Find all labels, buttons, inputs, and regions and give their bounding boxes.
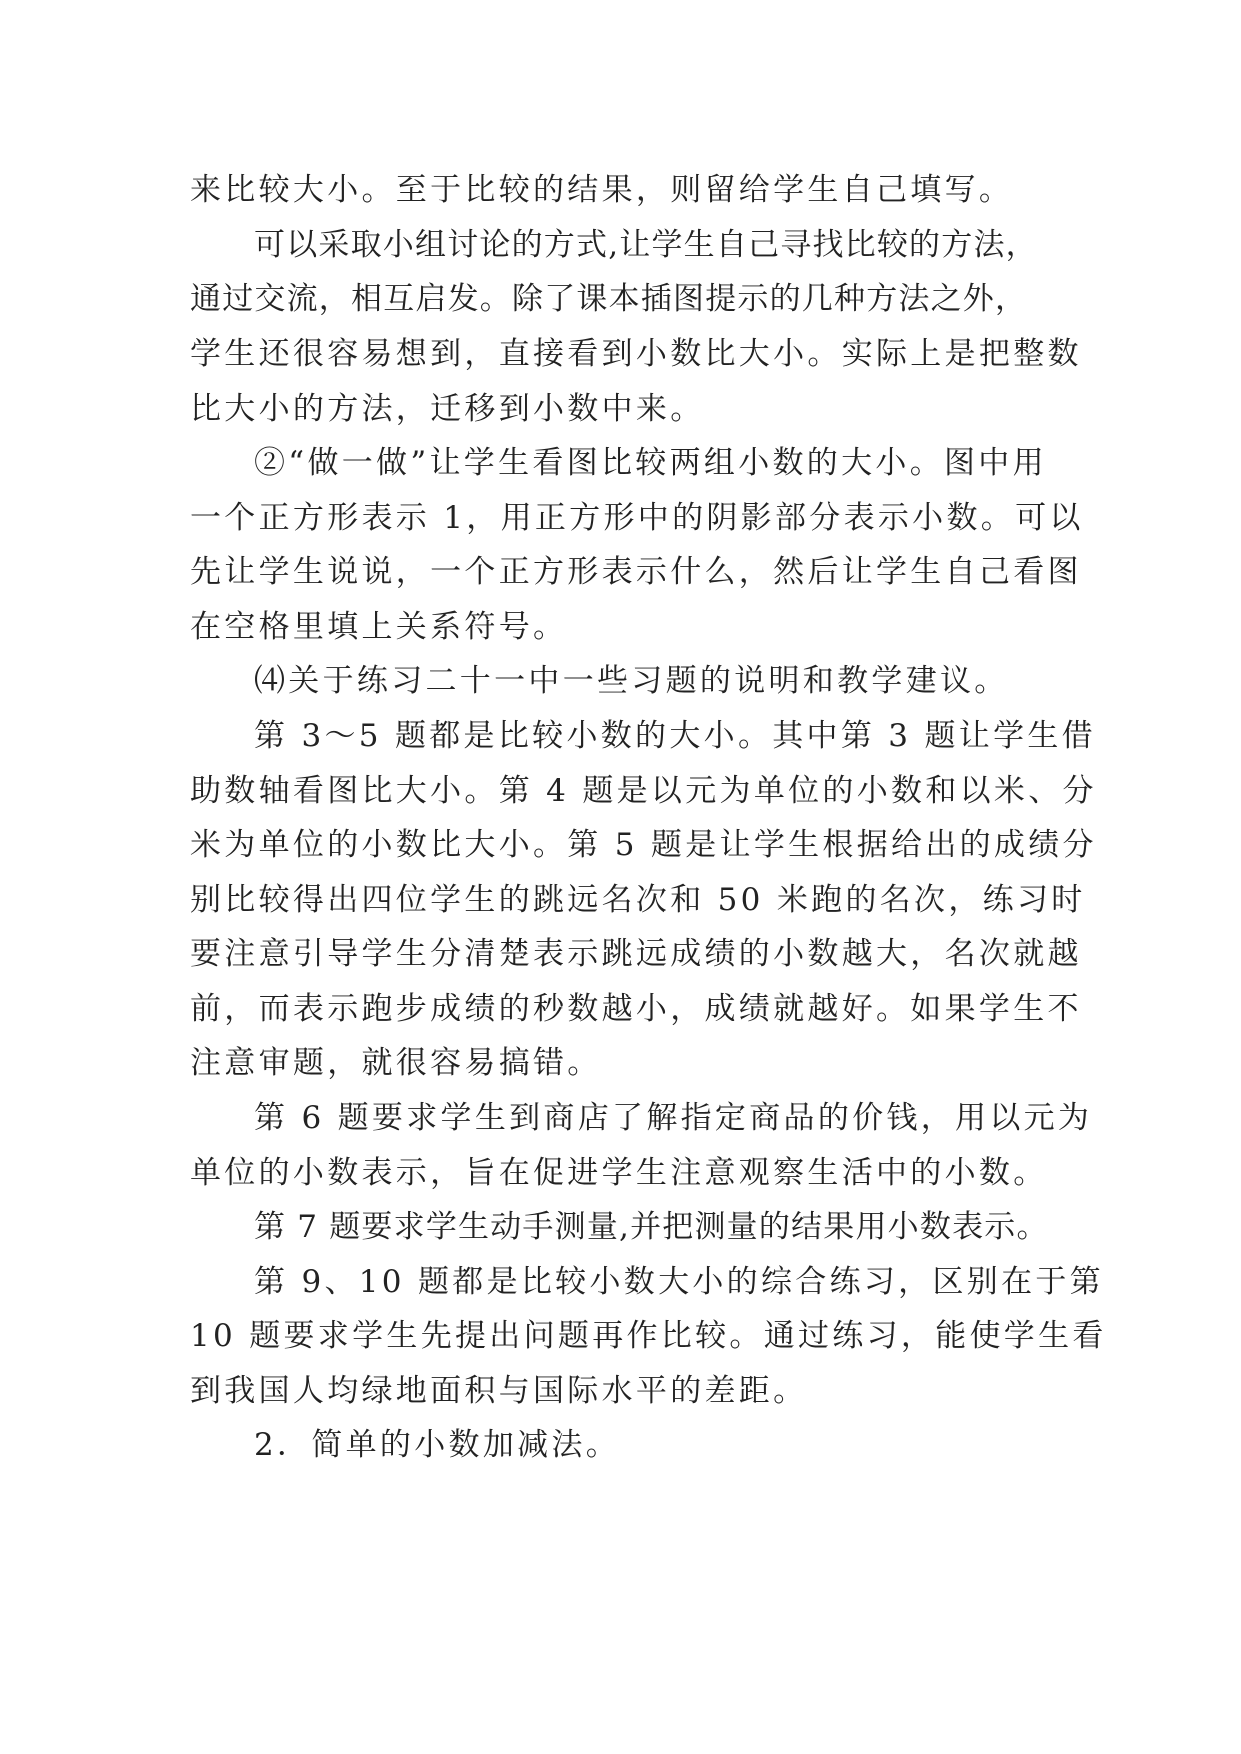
text-line: ⑷关于练习二十一中一些习题的说明和教学建议。 xyxy=(254,663,1009,699)
text-line: 到我国人均绿地面积与国际水平的差距。 xyxy=(190,1373,808,1409)
text-line: 第 7 题要求学生动手测量,并把测量的结果用小数表示。 xyxy=(254,1209,1049,1245)
text-line: 来比较大小。至于比较的结果，则留给学生自己填写。 xyxy=(190,172,1014,208)
text-line: 先让学生说说，一个正方形表示什么，然后让学生自己看图 xyxy=(190,554,1082,590)
text-line: 第 3～5 题都是比较小数的大小。其中第 3 题让学生借 xyxy=(254,718,1096,754)
text-line: 别比较得出四位学生的跳远名次和 50 米跑的名次，练习时 xyxy=(190,882,1086,918)
text-line: 一个正方形表示 1，用正方形中的阴影部分表示小数。可以 xyxy=(190,500,1084,536)
text-line: 可以采取小组讨论的方式,让学生自己寻找比较的方法， xyxy=(254,227,1038,263)
section-heading: 2．简单的小数加减法。 xyxy=(254,1427,621,1463)
text-line: 第 6 题要求学生到商店了解指定商品的价钱，用以元为 xyxy=(254,1100,1093,1136)
text-line: 10 题要求学生先提出问题再作比较。通过练习，能使学生看 xyxy=(190,1318,1107,1354)
text-line: 比大小的方法，迁移到小数中来。 xyxy=(190,391,705,427)
text-line: 米为单位的小数比大小。第 5 题是让学生根据给出的成绩分 xyxy=(190,827,1097,863)
text-line: 学生还很容易想到，直接看到小数比大小。实际上是把整数 xyxy=(190,336,1082,372)
text-line: 注意审题，就很容易搞错。 xyxy=(190,1045,602,1081)
text-line: 在空格里填上关系符号。 xyxy=(190,609,568,645)
text-line: ②“做一做”让学生看图比较两组小数的大小。图中用 xyxy=(254,445,1047,481)
text-line: 要注意引导学生分清楚表示跳远成绩的小数越大，名次就越 xyxy=(190,936,1082,972)
text-line: 单位的小数表示，旨在促进学生注意观察生活中的小数。 xyxy=(190,1155,1048,1191)
text-line: 通过交流，相互启发。除了课本插图提示的几种方法之外， xyxy=(190,281,1028,317)
text-line: 助数轴看图比大小。第 4 题是以元为单位的小数和以米、分 xyxy=(190,773,1097,809)
text-line: 前，而表示跑步成绩的秒数越小，成绩就越好。如果学生不 xyxy=(190,991,1082,1027)
text-line: 第 9、10 题都是比较小数大小的综合练习，区别在于第 xyxy=(254,1264,1104,1300)
